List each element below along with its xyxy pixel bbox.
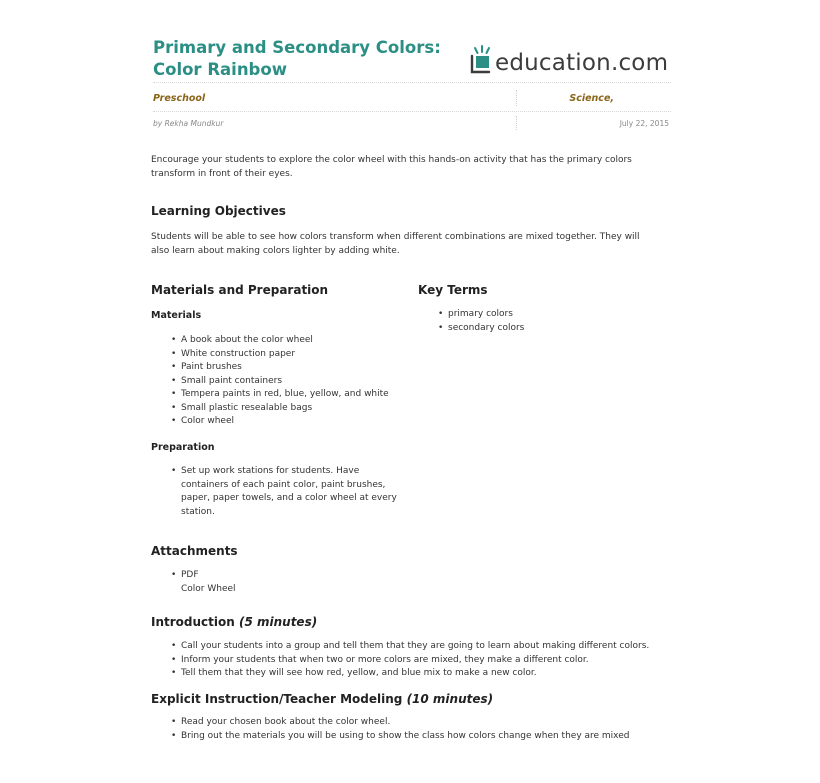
divider [516,90,517,106]
book-logo-icon [469,44,493,76]
preparation-list [151,465,409,519]
preparation-subheading: Preparation [151,442,215,453]
lesson-title [153,37,453,81]
explicit-instruction-duration: (10 minutes) [406,692,494,706]
introduction-duration: (5 minutes) [238,615,318,629]
divider [153,82,671,83]
divider [153,111,671,112]
subject: Science, [569,93,614,104]
list-item: • Small paint containers [151,375,421,389]
list-item: • Set up work stations for students. Have containers of each paint color, paint brushes, paper, paper towels, and a color wheel at every station. [151,465,409,519]
intro-text: Encourage your students to explore the color wheel with this hands-on activity that has the primary colors transform in front of their eyes. [151,155,632,179]
attachments-heading: Attachments [151,544,238,558]
materials-list [151,334,421,429]
list-item: • secondary colors [418,322,618,336]
key-terms-heading: Key Terms [418,283,488,297]
list-item: • A book about the color wheel [151,334,421,348]
list-item: • White construction paper [151,348,421,362]
explicit-instruction-heading: Explicit Instruction/Teacher Modeling (10 minutes) [151,692,494,706]
attachment-name: Color Wheel [181,583,236,594]
list-item: • primary colors [418,308,618,322]
materials-subheading: Materials [151,310,202,321]
list-item: • Inform your students that when two or more colors are mixed, they make a different color. [151,654,666,668]
logo-wordmark: education [495,50,611,76]
list-item: • Call your students into a group and tell them that they are going to learn about making different colors. [151,640,666,654]
education-com-logo [469,42,668,76]
list-item: • Tempera paints in red, blue, yellow, and white [151,388,421,402]
attachment-item[interactable] [151,569,351,596]
list-item: • Tell them that they will see how red, yellow, and blue mix to make a new color. [151,667,666,681]
list-item: • Paint brushes [151,361,421,375]
list-item: • Read your chosen book about the color wheel. [151,716,666,730]
attachment-type: PDF [181,570,199,580]
materials-heading: Materials and Preparation [151,283,329,297]
title-line-1: Primary and Secondary Colors: [153,38,441,57]
author-byline: by Rekha Mundkur [153,119,224,128]
title-line-2: Color Rainbow [153,60,287,79]
key-terms-list [418,308,618,335]
introduction-heading: Introduction (5 minutes) [151,615,318,629]
list-item: • Small plastic resealable bags [151,402,421,416]
attachments-list [151,569,351,596]
introduction-list [151,640,666,681]
grade-level: Preschool [153,93,206,104]
learning-objectives-heading: Learning Objectives [151,204,286,218]
learning-objectives-text: Students will be able to see how colors transform when different combinations are mixed together. They will also learn about making colors lighter by adding white. [151,232,640,256]
explicit-instruction-list [151,716,666,743]
divider [516,116,517,130]
logo-suffix: .com [610,50,669,76]
publish-date: July 22, 2015 [619,119,669,128]
list-item: • Color wheel [151,415,421,429]
lesson-plan-page [151,0,671,783]
list-item: • Bring out the materials you will be using to show the class how colors change when they are mixed [151,730,666,744]
